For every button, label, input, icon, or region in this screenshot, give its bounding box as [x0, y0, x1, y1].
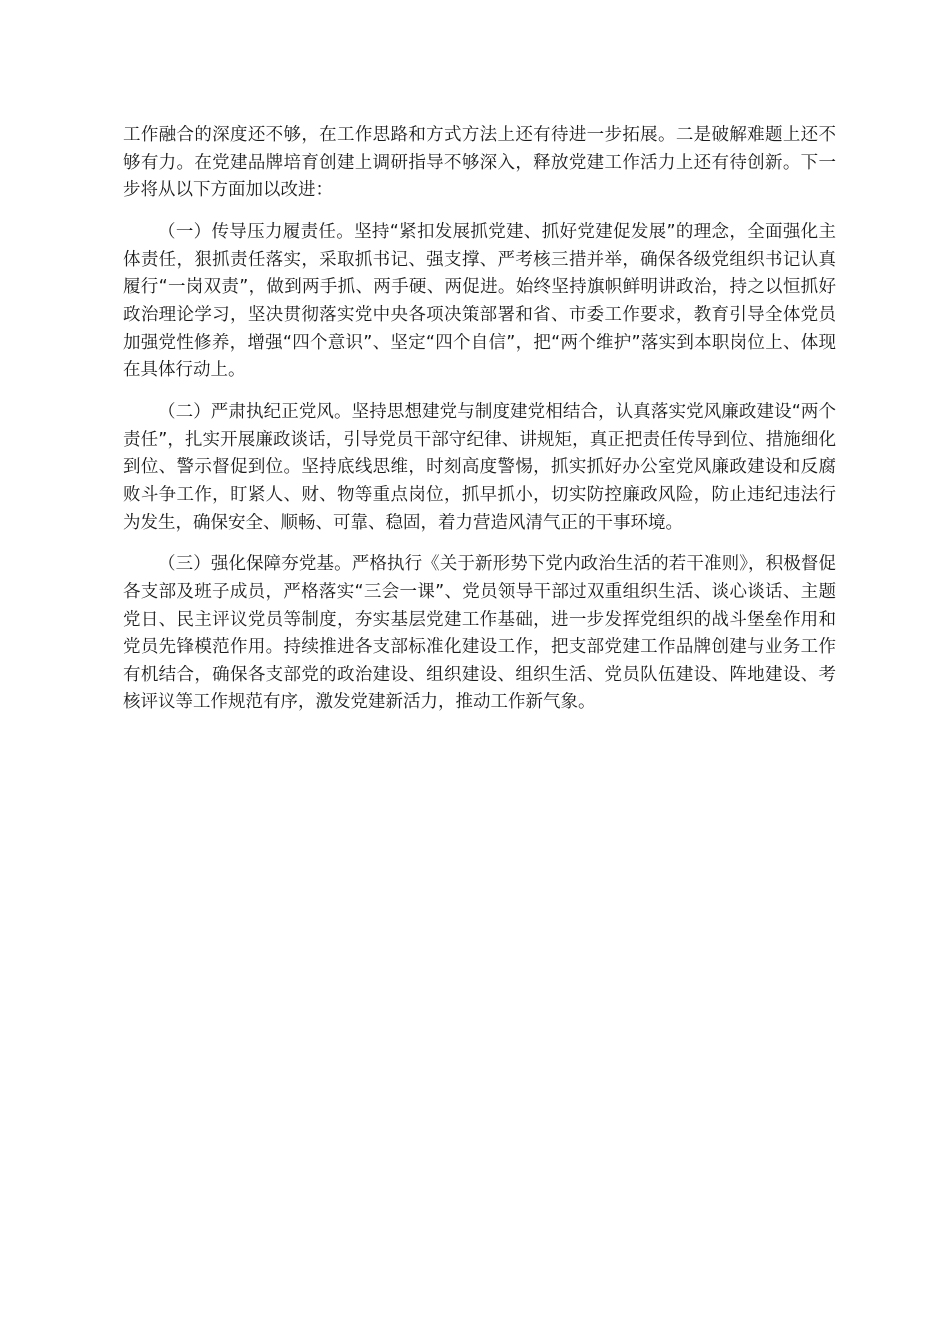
paragraph-section-3: （三）强化保障夯党基。严格执行《关于新形势下党内政治生活的若干准则》，积极督促各支部及班子成员，严格落实“三会一课”、党员领导干部过双重组织生活、谈心谈话、主题党日、民主评议党员等制度，夯实基层党建工作基础，进一步发挥党组织的战斗堡垒作用和党员先锋模范作用。持续推进各支部标准化建设工作，把支部党建工作品牌创建与业务工作有机结合，确保各支部党的政治建设、组织建设、组织生活、党员队伍建设、阵地建设、考核评议等工作规范有序，激发党建新活力，推动工作新气象。 [123, 554, 836, 713]
paragraph-section-2: （二）严肃执纪正党风。坚持思想建党与制度建党相结合，认真落实党风廉政建设“两个责任”，扎实开展廉政谈话，引导党员干部守纪律、讲规矩，真正把责任传导到位、措施细化到位、警示督促到位。坚持底线思维，时刻高度警惕，抓实抓好办公室党风廉政建设和反腐败斗争工作，盯紧人、财、物等重点岗位，抓早抓小，切实防控廉政风险，防止违纪违法行为发生，确保安全、顺畅、可靠、稳固，着力营造风清气正的干事环境。 [123, 402, 836, 533]
paragraph-continuation: 工作融合的深度还不够，在工作思路和方式方法上还有待进一步拓展。二是破解难题上还不够有力。在党建品牌培育创建上调研指导不够深入，释放党建工作活力上还有待创新。下一步将从以下方面加以改进： [123, 125, 836, 201]
document-body [123, 122, 836, 731]
paragraph-section-1: （一）传导压力履责任。坚持“紧扣发展抓党建、抓好党建促发展”的理念，全面强化主体责任，狠抓责任落实，采取抓书记、强支撑、严考核三措并举，确保各级党组织书记认真履行“一岗双责”，做到两手抓、两手硬、两促进。始终坚持旗帜鲜明讲政治，持之以恒抓好政治理论学习，坚决贯彻落实党中央各项决策部署和省、市委工作要求，教育引导全体党员加强党性修养，增强“四个意识”、坚定“四个自信”，把“两个维护”落实到本职岗位上、体现在具体行动上。 [123, 222, 836, 381]
